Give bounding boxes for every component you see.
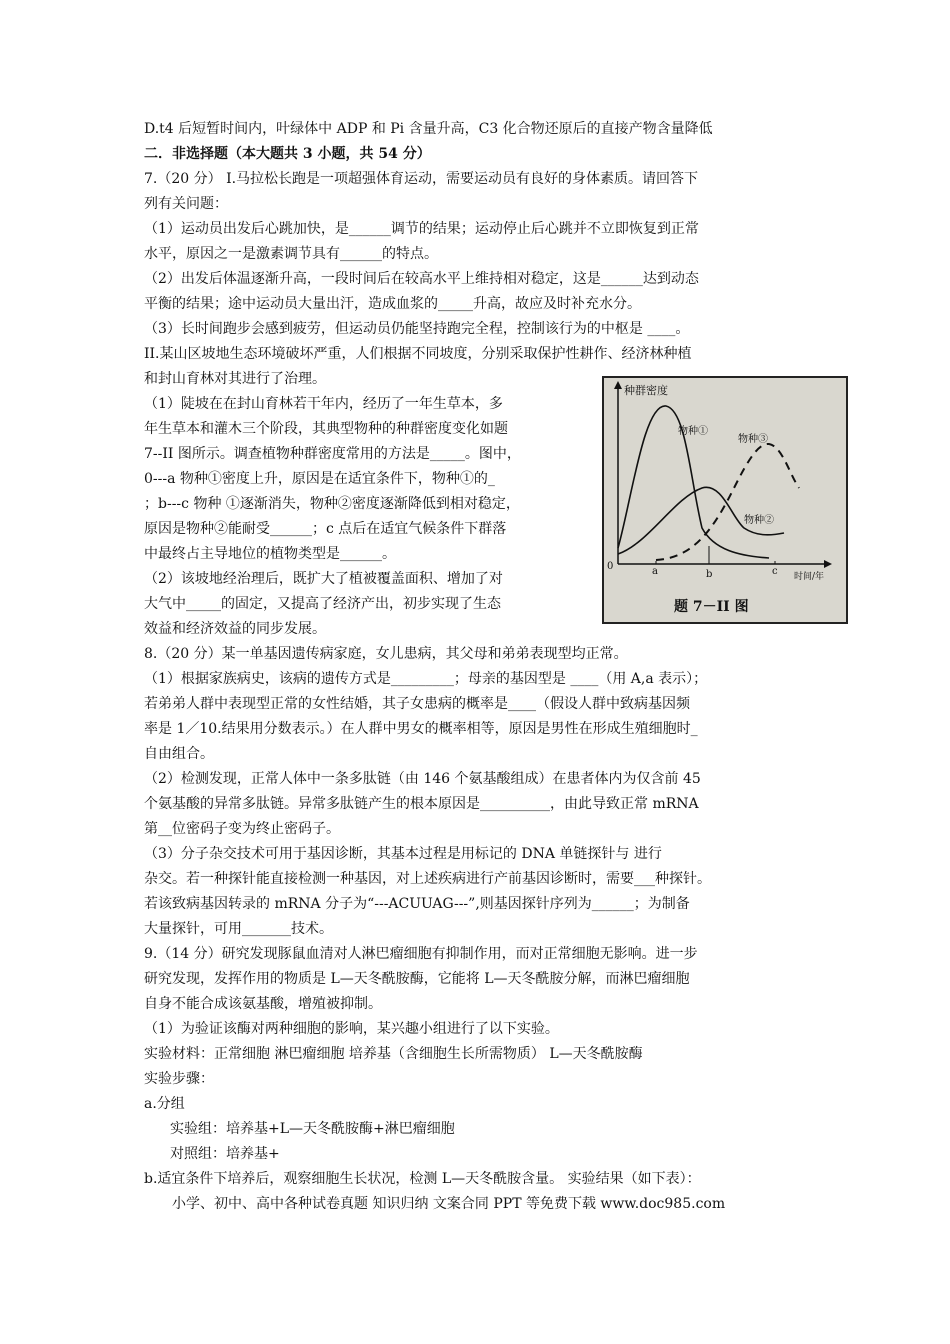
species3-label: 物种③ [738,434,768,445]
q8-line: 杂交。若一种探针能直接检测一种基因，对上述疾病进行产前基因诊断时，需要___种探针。 [144,871,711,887]
q7-ii-line: II.某山区坡地生态环境破坏严重，人们根据不同坡度，分别采取保护性耕作、经济林种植 [144,346,692,362]
q8-line: 大量探针，可用_______技术。 [144,921,333,937]
q7-line: （1）运动员出发后心跳加快，是______调节的结果；运动停止后心跳并不立即恢复到正常 [144,221,699,237]
q8-line: （1）根据家族病史，该病的遗传方式是_________；母亲的基因型是 ____（用 A,a 表示）； [144,671,708,687]
q7-ii-line: 年生草本和灌木三个阶段，其典型物种的种群密度变化如题 [144,421,508,437]
tick-c-label: c [772,566,778,577]
option-d: D.t4 后短暂时间内，叶绿体中 ADP 和 Pi 含量升高，C3 化合物还原后的直接产物含量降低 [144,121,713,137]
q7-ii-line: ；b---c 物种 ①逐渐消失，物种②密度逐渐降低到相对稳定， [144,496,520,512]
tick-b-label: b [706,569,713,580]
q8-line: （2）检测发现，正常人体中一条多肽链（由 146 个氨基酸组成）在患者体内为仅含前 45 [144,771,701,787]
q9-line: 9.（14 分）研究发现豚鼠血清对人淋巴瘤细胞有抑制作用，而对正常细胞无影响。进一步 [144,946,698,962]
q8-line: 自由组合。 [144,746,214,762]
q7-ii-line: 7--II 图所示。调查植物种群密度常用的方法是_____。图中， [144,446,521,462]
species2-label: 物种② [744,515,774,526]
origin-label: 0 [607,561,614,572]
q7-ii-line: （2）该坡地经治理后，既扩大了植被覆盖面积、增加了对 [144,571,503,587]
q9-line: （1）为验证该酶对两种细胞的影响，某兴趣小组进行了以下实验。 [144,1021,559,1037]
q7-ii-line: 中最终占主导地位的植物类型是______。 [144,546,396,562]
q8-line: 8.（20 分）某一单基因遗传病家庭，女儿患病，其父母和弟弟表现型均正常。 [144,646,628,662]
q7-line: 平衡的结果；途中运动员大量出汗，造成血浆的_____升高，故应及时补充水分。 [144,296,641,312]
q7-line: 水平，原因之一是激素调节具有______的特点。 [144,246,438,262]
q7-ii-line: （1）陡坡在在封山育林若干年内，经历了一年生草本，多 [144,396,503,412]
q7-line: （3）长时间跑步会感到疲劳，但运动员仍能坚持跑完全程，控制该行为的中枢是 ____。 [144,321,690,337]
q8-line: （3）分子杂交技术可用于基因诊断，其基本过程是用标记的 DNA 单链探针与 进行 [144,846,662,862]
q7-line: 7.（20 分） I.马拉松长跑是一项超强体育运动，需要运动员有良好的身体素质。请回答下 [144,171,699,187]
species3-curve [656,444,799,560]
q9-line: b.适宜条件下培养后，观察细胞生长状况，检测 L—天冬酰胺含量。 实验结果（如下表）： [144,1171,701,1187]
y-axis-label: 种群密度 [624,384,668,397]
tick-a-label: a [652,566,658,577]
q9-line: 对照组：培养基+ [170,1146,280,1162]
x-axis-label: 时间/年 [794,572,825,582]
q8-line: 若该致病基因转录的 mRNA 分子为“---ACUUAG---”,则基因探针序列为______；为制备 [144,896,690,912]
q9-line: 实验材料：正常细胞 淋巴瘤细胞 培养基（含细胞生长所需物质） L—天冬酰胺酶 [144,1046,643,1062]
figure-svg [604,378,846,622]
figure-title: 题 7－II 图 [674,599,749,615]
q8-line: 率是 1／10.结果用分数表示。）在人群中男女的概率相等，原因是男性在形成生殖细胞时_ [144,721,698,737]
q9-line: 实验步骤： [144,1071,214,1087]
y-axis-arrow [614,381,622,389]
q9-line: 自身不能合成该氨基酸，增殖被抑制。 [144,996,382,1012]
q9-line: 实验组：培养基+L—天冬酰胺酶+淋巴瘤细胞 [170,1121,455,1137]
section-heading: 二．非选择题（本大题共 3 小题，共 54 分） [144,146,431,162]
q7-line: 列有关问题： [144,196,228,212]
x-axis-arrow [824,560,832,568]
population-density-figure [602,376,848,624]
q7-ii-line: 和封山育林对其进行了治理。 [144,371,326,387]
q8-line: 若弟弟人群中表现型正常的女性结婚，其子女患病的概率是____（假设人群中致病基因频 [144,696,690,712]
q7-line: （2）出发后体温逐渐升高，一段时间后在较高水平上维持相对稳定，这是______达到动态 [144,271,699,287]
q7-ii-line: 大气中_____的固定，又提高了经济产出，初步实现了生态 [144,596,501,612]
q7-ii-line: 原因是物种②能耐受______；c 点后在适宜气候条件下群落 [144,521,507,537]
q9-line: 研究发现，发挥作用的物质是 L—天冬酰胺酶，它能将 L—天冬酰胺分解，而淋巴瘤细胞 [144,971,690,987]
q8-line: 第__位密码子变为终止密码子。 [144,821,340,837]
q7-ii-line: 0---a 物种①密度上升，原因是在适宜条件下，物种①的_ [144,471,495,487]
q9-line: a.分组 [144,1096,185,1112]
q7-ii-line: 效益和经济效益的同步发展。 [144,621,326,637]
q8-line: 个氨基酸的异常多肽链。异常多肽链产生的根本原因是__________，由此导致正常 mRNA [144,796,699,812]
species1-label: 物种① [678,426,708,437]
footer-text: 小学、初中、高中各种试卷真题 知识归纳 文案合同 PPT 等免费下载 www.doc985.com [172,1196,726,1212]
